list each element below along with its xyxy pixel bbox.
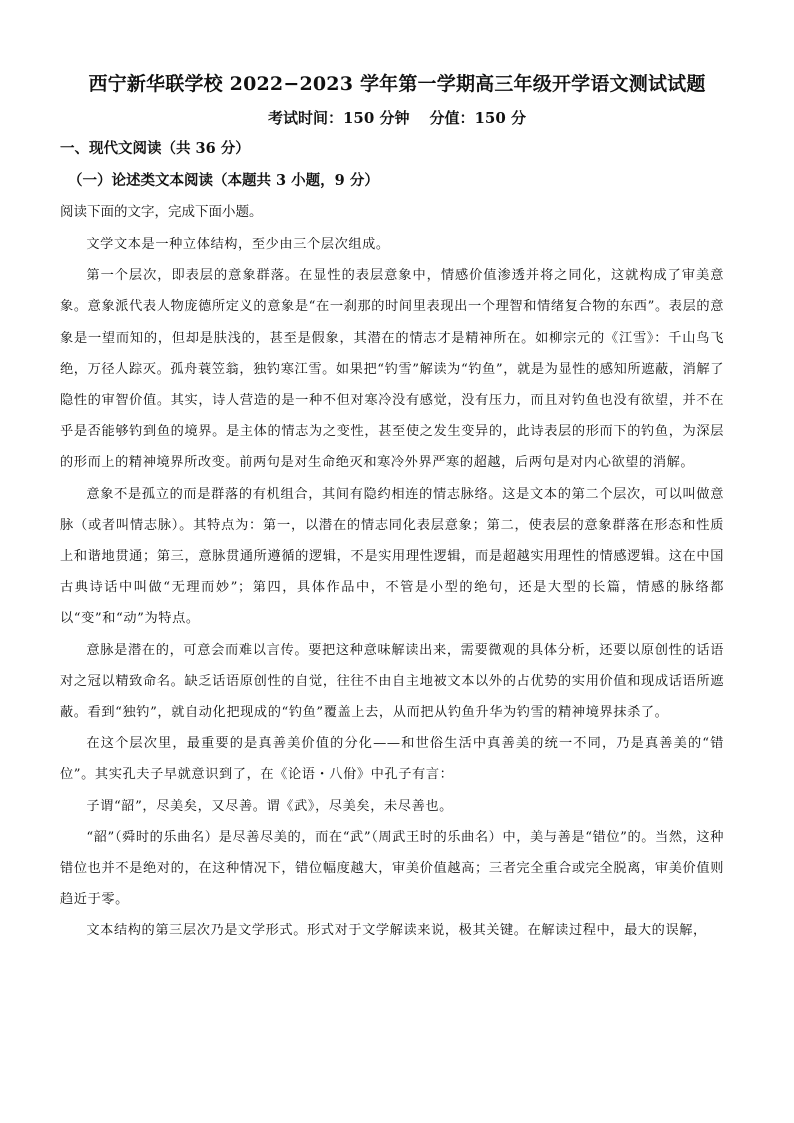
subsection-heading: （一）论述类文本阅读（本题共 3 小题，9 分） — [68, 172, 379, 189]
exam-score: 分值：150 分 — [429, 109, 527, 127]
quoted-line: 子谓“韶”，尽美矣，又尽善。谓《武》，尽美矣，未尽善也。 — [86, 798, 453, 814]
exam-time: 考试时间：150 分钟 — [267, 109, 410, 127]
exam-info — [0, 104, 794, 132]
paragraph: “韶”（舜时的乐曲名）是尽善尽美的，而在“武”（周武王时的乐曲名）中，美与善是“错位”的。当然，这种错位也并不是绝对的，在这种情况下，错位幅度越大，审美价值越高；三者完全重合或完全脱离，审美价值则趋近于零。 — [60, 829, 724, 908]
paragraph: 在这个层次里，最重要的是真善美价值的分化——和世俗生活中真善美的统一不同，乃是真善美的“错位”。其实孔夫子早就意识到了，在《论语・八佾》中孔子有言： — [60, 736, 724, 783]
paragraph: 意象不是孤立的而是群落的有机组合，其间有隐约相连的情志脉络。这是文本的第二个层次，可以叫做意脉（或者叫情志脉）。其特点为：第一，以潜在的情志同化表层意象；第二，使表层的意象群落在形态和性质上和谐地贯通；第三，意脉贯通所遵循的逻辑，不是实用理性逻辑，而是超越实用理性的情感逻辑。这在中国古典诗话中叫做“无理而妙”；第四，具体作品中，不管是小型的绝句，还是大型的长篇，情感的脉络都以“变”和“动”为特点。 — [60, 486, 724, 627]
document-title: 西宁新华联学校 2022−2023 学年第一学期高三年级开学语文测试试题 — [88, 73, 706, 95]
reading-instruction: 阅读下面的文字，完成下面小题。 — [60, 204, 263, 220]
paragraph: 第一个层次，即表层的意象群落。在显性的表层意象中，情感价值渗透并将之同化，这就构成了审美意象。意象派代表人物庞德所定义的意象是“在一刹那的时间里表现出一个理智和情绪复合物的东西”。表层的意象是一望而知的，但却是肤浅的，甚至是假象，其潜在的情志才是精神所在。如柳宗元的《江雪》：千山鸟飞绝，万径人踪灭。孤舟蓑笠翁，独钓寒江雪。如果把“钓雪”解读为“钓鱼”，就是为显性的感知所遮蔽，消解了隐性的审智价值。其实，诗人营造的是一种不但对寒冷没有感觉，没有压力，而且对钓鱼也没有欲望，并不在乎是否能够钓到鱼的境界。是主体的情志为之变性，甚至使之发生变异的，此诗表层的形而下的钓鱼，为深层的形而上的精神境界所改变。前两句是对生命绝灭和寒冷外界严寒的超越，后两句是对内心欲望的消解。 — [60, 268, 724, 471]
paragraph: 意脉是潜在的，可意会而难以言传。要把这种意味解读出来，需要微观的具体分析，还要以原创性的话语对之冠以精致命名。缺乏话语原创性的自觉，往往不由自主地被文本以外的占优势的实用价值和现成话语所遮蔽。看到“独钓”，就自动化把现成的“钓鱼”覆盖上去，从而把从钓鱼升华为钓雪的精神境界抹杀了。 — [60, 642, 724, 721]
paragraph: 文本结构的第三层次乃是文学形式。形式对于文学解读来说，极其关键。在解读过程中，最大的误解， — [86, 923, 707, 939]
passage-body — [60, 229, 724, 947]
paragraph: 文学文本是一种立体结构，至少由三个层次组成。 — [86, 237, 390, 252]
section-heading: 一、现代文阅读（共 36 分） — [60, 140, 250, 157]
